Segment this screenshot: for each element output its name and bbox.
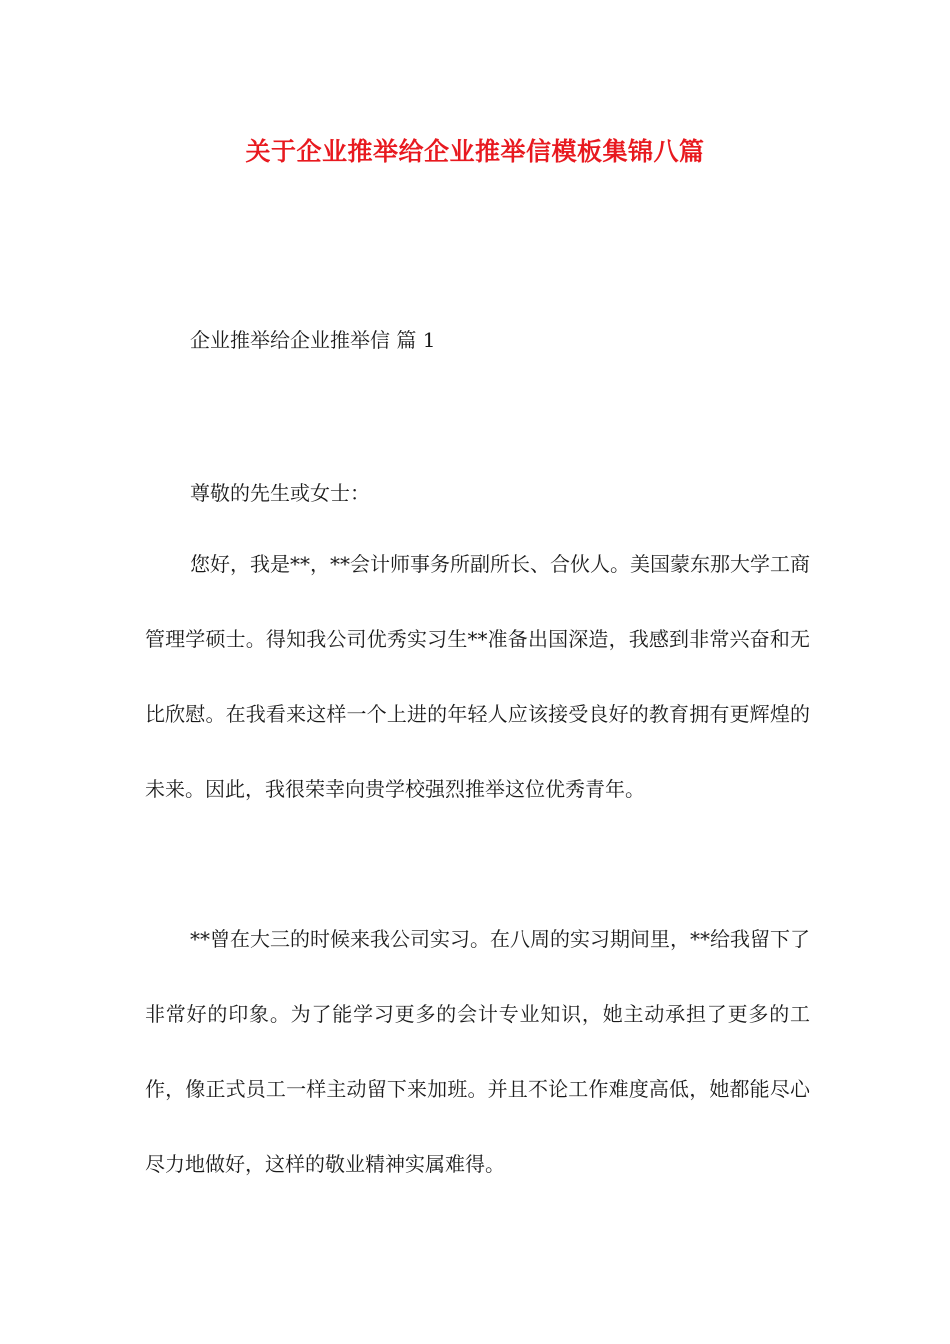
paragraph-1: 您好，我是**，**会计师事务所副所长、合伙人。美国蒙东那大学工商管理学硕士。得知我公司优秀实习生**准备出国深造，我感到非常兴奋和无比欣慰。在我看来这样一个上进的年轻人应该接受良好的教育拥有更辉煌的未来。因此，我很荣幸向贵学校强烈推举这位优秀青年。 [145, 552, 810, 801]
salutation: 尊敬的先生或女士： [190, 481, 370, 505]
section-heading: 企业推举给企业推举信 篇 1 [190, 328, 436, 352]
document-title: 关于企业推举给企业推举信模板集锦八篇 [245, 137, 705, 166]
paragraph-2: **曾在大三的时候来我公司实习。在八周的实习期间里，**给我留下了非常好的印象。为了能学习更多的会计专业知识，她主动承担了更多的工作，像正式员工一样主动留下来加班。并且不论工作难度高低，她都能尽心尽力地做好，这样的敬业精神实属难得。 [145, 927, 810, 1176]
